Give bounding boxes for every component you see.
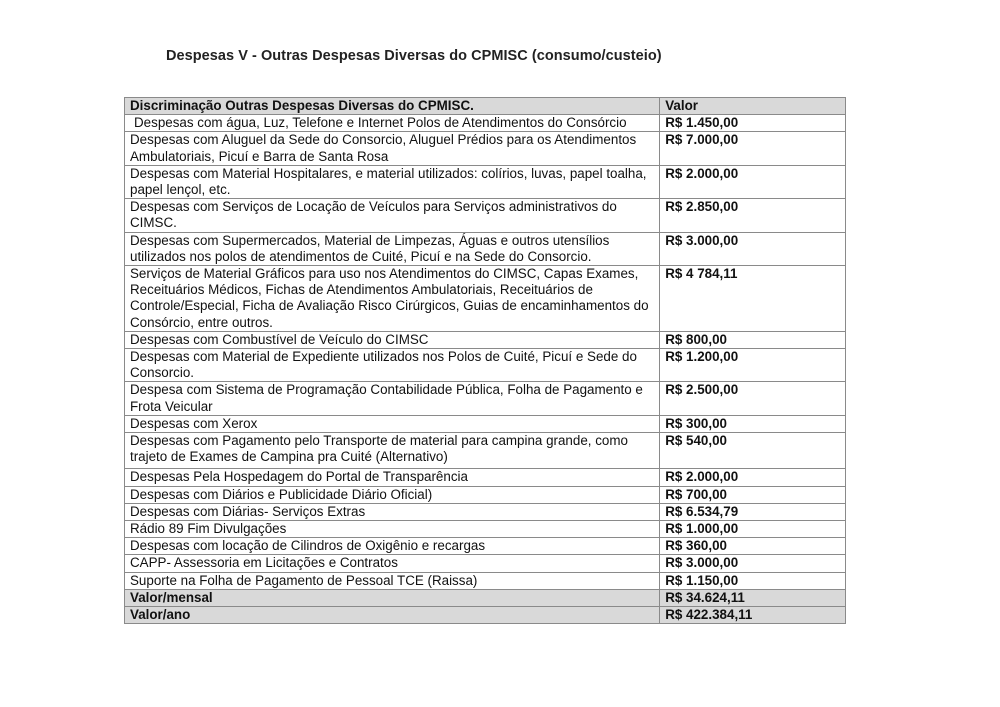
row-value: R$ 2.850,00: [660, 199, 846, 232]
row-value: R$ 6.534,79: [660, 503, 846, 520]
row-value: R$ 1.200,00: [660, 349, 846, 382]
row-value: R$ 360,00: [660, 538, 846, 555]
table-row: [125, 115, 846, 132]
row-description: Rádio 89 Fim Divulgações: [125, 521, 660, 538]
row-value: R$ 700,00: [660, 486, 846, 503]
table-row: [125, 469, 846, 486]
row-value: R$ 2.000,00: [660, 165, 846, 198]
expenses-table: [124, 97, 846, 624]
row-value: R$ 4 784,11: [660, 266, 846, 332]
table-row: [125, 349, 846, 382]
row-value: R$ 1.000,00: [660, 521, 846, 538]
annual-total-value: R$ 422.384,11: [660, 607, 846, 624]
table-row: [125, 555, 846, 572]
row-description: Despesas com água, Luz, Telefone e Internet Polos de Atendimentos do Consórcio: [125, 115, 660, 132]
annual-total-row: [125, 607, 846, 624]
row-description: Suporte na Folha de Pagamento de Pessoal TCE (Raissa): [125, 572, 660, 589]
table-row: [125, 132, 846, 165]
row-description: Despesas com Supermercados, Material de Limpezas, Águas e outros utensílios utilizados nos polos de atendimentos de Cuité, Picuí e na Sede do Consorcio.: [125, 232, 660, 265]
table-row: [125, 503, 846, 520]
row-description: Despesas com Xerox: [125, 415, 660, 432]
row-description: Despesas Pela Hospedagem do Portal de Transparência: [125, 469, 660, 486]
monthly-total-value: R$ 34.624,11: [660, 589, 846, 606]
row-value: R$ 540,00: [660, 433, 846, 469]
table-row: [125, 199, 846, 232]
row-value: R$ 2.000,00: [660, 469, 846, 486]
row-value: R$ 1.450,00: [660, 115, 846, 132]
row-description: Despesas com Material de Expediente utilizados nos Polos de Cuité, Picuí e Sede do Consorcio.: [125, 349, 660, 382]
table-row: [125, 382, 846, 415]
row-description: CAPP- Assessoria em Licitações e Contratos: [125, 555, 660, 572]
row-value: R$ 7.000,00: [660, 132, 846, 165]
document-title: Despesas V - Outras Despesas Diversas do CPMISC (consumo/custeio): [166, 48, 662, 64]
table-row: [125, 266, 846, 332]
monthly-total-label: Valor/mensal: [125, 589, 660, 606]
row-description: Despesas com Diárias- Serviços Extras: [125, 503, 660, 520]
table-row: [125, 433, 846, 469]
header-description: Discriminação Outras Despesas Diversas do CPMISC.: [125, 98, 660, 115]
row-value: R$ 300,00: [660, 415, 846, 432]
row-value: R$ 2.500,00: [660, 382, 846, 415]
table-row: [125, 538, 846, 555]
table-header-row: [125, 98, 846, 115]
header-value: Valor: [660, 98, 846, 115]
row-value: R$ 3.000,00: [660, 232, 846, 265]
row-description: Despesas com Diários e Publicidade Diário Oficial): [125, 486, 660, 503]
row-description: Serviços de Material Gráficos para uso nos Atendimentos do CIMSC, Capas Exames, Receituários Médicos, Fichas de Atendimentos Ambulatoriais, Receituários de Controle/Especial, Ficha de Avaliação Risco Cirúrgicos, Guias de encaminhamentos do Consórcio, entre outros.: [125, 266, 660, 332]
row-description: Despesas com Aluguel da Sede do Consorcio, Aluguel Prédios para os Atendimentos Ambulatoriais, Picuí e Barra de Santa Rosa: [125, 132, 660, 165]
row-description: Despesas com locação de Cilindros de Oxigênio e recargas: [125, 538, 660, 555]
row-value: R$ 1.150,00: [660, 572, 846, 589]
table-row: [125, 415, 846, 432]
table-row: [125, 232, 846, 265]
table-row: [125, 521, 846, 538]
table-row: [125, 486, 846, 503]
table-row: [125, 331, 846, 348]
row-value: R$ 800,00: [660, 331, 846, 348]
monthly-total-row: [125, 589, 846, 606]
row-description: Despesas com Pagamento pelo Transporte de material para campina grande, como trajeto de Exames de Campina pra Cuité (Alternativo): [125, 433, 660, 469]
table-row: [125, 572, 846, 589]
row-description: Despesa com Sistema de Programação Contabilidade Pública, Folha de Pagamento e Frota Veicular: [125, 382, 660, 415]
row-description: Despesas com Combustível de Veículo do CIMSC: [125, 331, 660, 348]
row-value: R$ 3.000,00: [660, 555, 846, 572]
row-description: Despesas com Serviços de Locação de Veículos para Serviços administrativos do CIMSC.: [125, 199, 660, 232]
annual-total-label: Valor/ano: [125, 607, 660, 624]
table-row: [125, 165, 846, 198]
row-description: Despesas com Material Hospitalares, e material utilizados: colírios, luvas, papel toalha, papel lençol, etc.: [125, 165, 660, 198]
